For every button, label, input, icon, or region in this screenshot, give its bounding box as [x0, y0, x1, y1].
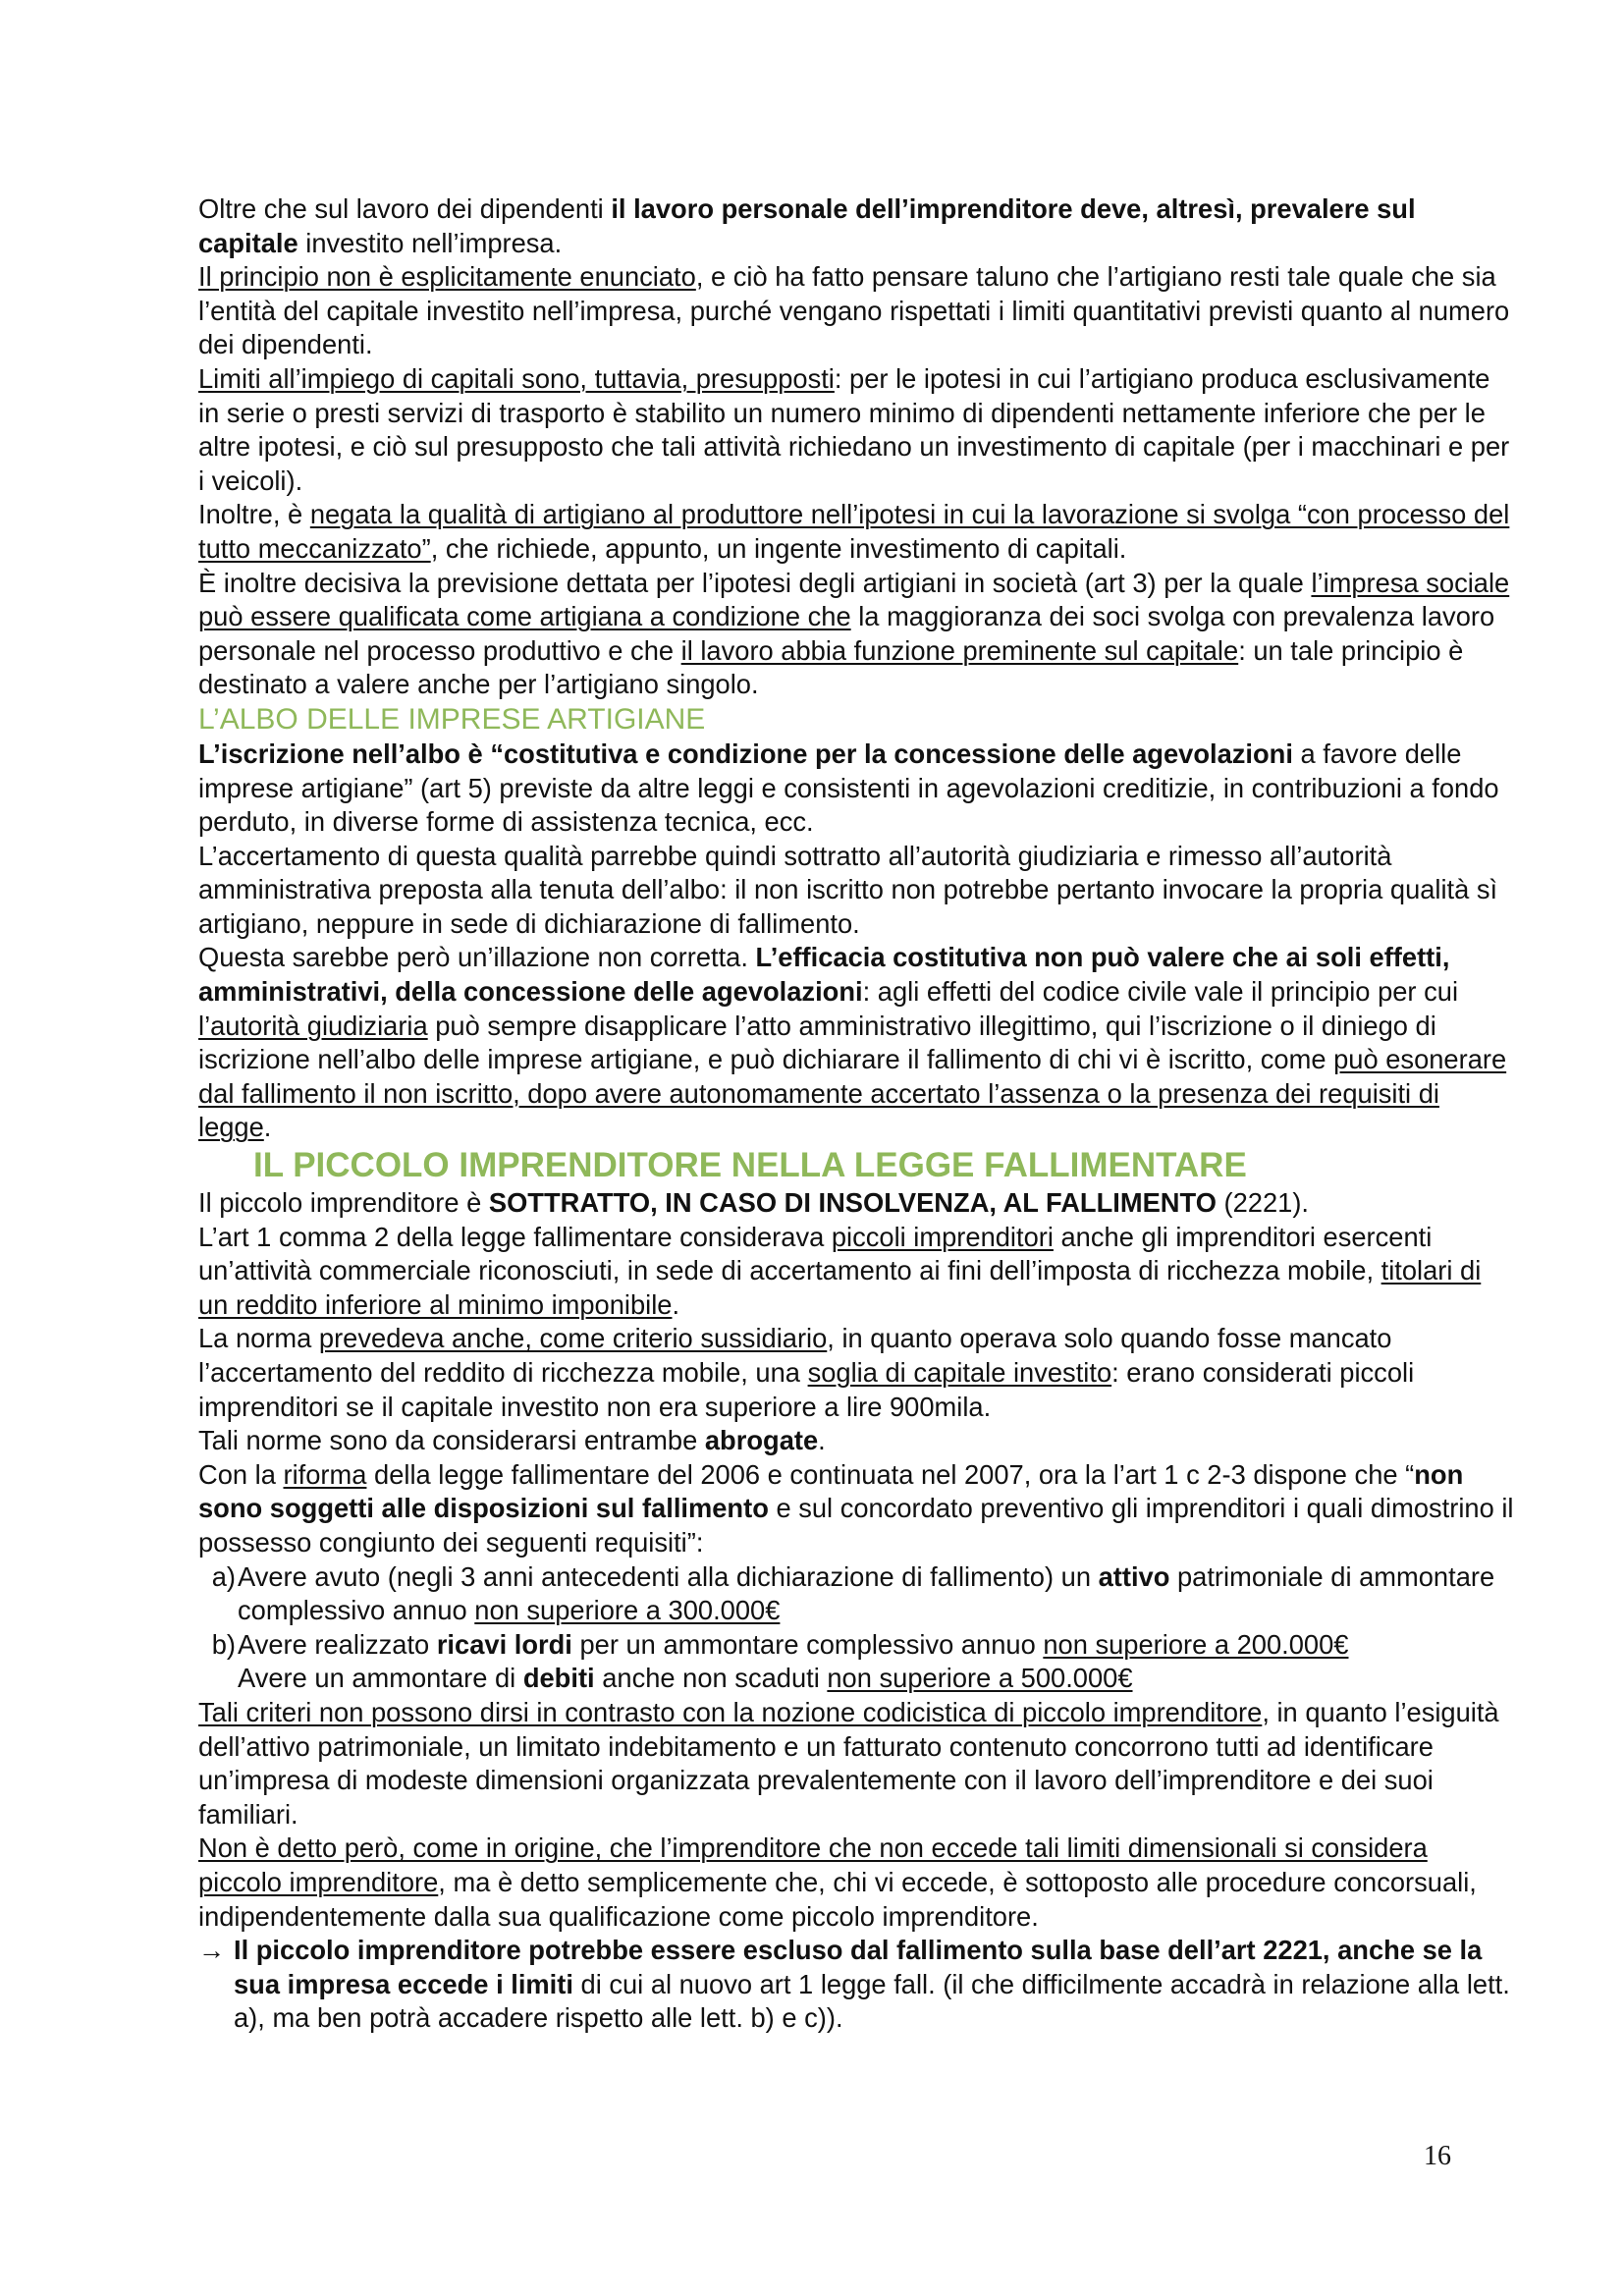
- text: Avere realizzato: [238, 1628, 437, 1660]
- text: : erano considerati piccoli imprenditori se il capitale investito non era superiore a lire 900mila.: [198, 1357, 1415, 1422]
- text: .: [818, 1425, 826, 1456]
- underlined-text: Non è detto però, come in origine, che l’imprenditore che non eccede tali limiti dimensionali si considera piccolo imprenditore: [198, 1832, 1428, 1897]
- text: : agli effetti del codice civile vale il principio per cui: [862, 976, 1459, 1008]
- underlined-text: l’autorità giudiziaria: [198, 1010, 428, 1041]
- text: patrimoniale di ammontare complessivo annuo: [238, 1560, 1495, 1626]
- section-heading-albo: L’ALBO DELLE IMPRESE ARTIGIANE: [198, 702, 706, 736]
- bold-text: non sono soggetti alle disposizioni sul fallimento: [198, 1458, 1464, 1524]
- document-page: [198, 192, 1514, 2036]
- list-item-a: [198, 1560, 1514, 1628]
- underlined-text: può esonerare dal fallimento il non iscritto, dopo avere autonomamente accertato l’assenza o la presenza dei requisiti di legge: [198, 1044, 1507, 1143]
- bold-text: il lavoro personale dell’imprenditore deve, altresì, prevalere sul capitale: [198, 193, 1416, 258]
- text: anche non scaduti: [594, 1663, 828, 1694]
- text: Oltre che sul lavoro dei dipendenti: [198, 193, 612, 224]
- text: (2221).: [1216, 1187, 1310, 1219]
- text: .: [263, 1112, 272, 1143]
- underlined-text: prevedeva anche, come criterio sussidiario: [318, 1323, 828, 1354]
- text: , che richiede, appunto, un ingente investimento di capitali.: [430, 532, 1127, 564]
- text: Il piccolo imprenditore è: [198, 1187, 489, 1219]
- bold-text: L’iscrizione nell’albo è “costitutiva e condizione per la concessione delle agevolazioni: [198, 738, 1293, 769]
- paragraph-9: [198, 1186, 1514, 1221]
- underlined-text: non superiore a 200.000€: [1043, 1628, 1349, 1660]
- text: Con la: [198, 1458, 284, 1490]
- text: può sempre disapplicare l’atto amministrativo illegittimo, qui l’iscrizione o il diniego di iscrizione nell’albo delle imprese artigiane, e può dichiarare il fallimento di chi vi è iscritto, come: [198, 1010, 1436, 1075]
- underlined-text: titolari di un reddito inferiore al minimo imponibile: [198, 1255, 1482, 1320]
- bold-text: attivo: [1098, 1560, 1170, 1592]
- bold-text: abrogate: [704, 1425, 819, 1456]
- text: Questa sarebbe però un’illazione non corretta.: [198, 942, 756, 973]
- paragraph-7: [198, 840, 1514, 942]
- underlined-text: non superiore a 300.000€: [474, 1595, 781, 1626]
- text: La norma: [198, 1323, 319, 1354]
- paragraph-2: [198, 260, 1514, 362]
- text: , in quanto operava solo quando fosse mancato l’accertamento del reddito di ricchezza mobile, una: [198, 1323, 1392, 1388]
- underlined-text: Limiti all’impiego di capitali sono, tuttavia, presupposti: [198, 362, 835, 394]
- paragraph-5: [198, 567, 1514, 702]
- list-item-b: [198, 1628, 1514, 1663]
- underlined-text: non superiore a 500.000€: [827, 1663, 1133, 1694]
- text: Inoltre, è: [198, 499, 310, 530]
- text: per un ammontare complessivo annuo: [571, 1628, 1044, 1660]
- text: , e ciò ha fatto pensare taluno che l’artigiano resti tale quale che sia l’entità del capitale investito nell’impresa, purché vengano rispettati i limiti quantitativi previsti quanto al numero dei dipendenti.: [198, 261, 1510, 360]
- paragraph-12: [198, 1424, 1514, 1458]
- text: a favore delle imprese artigiane” (art 5) previste da altre leggi e consistenti in agevolazioni creditizie, in contribuzioni a fondo perduto, in diverse forme di assistenza tecnica, ecc.: [198, 738, 1499, 838]
- text: anche gli imprenditori esercenti un’attività commerciale riconosciuti, in sede di accertamento ai fini dell’imposta di ricchezza mobile,: [198, 1221, 1433, 1286]
- paragraph-10: [198, 1221, 1514, 1323]
- paragraph-4: [198, 498, 1514, 566]
- underlined-text: il lavoro abbia funzione preminente sul capitale: [680, 634, 1239, 666]
- bold-text: ricavi lordi: [436, 1628, 572, 1660]
- section-heading-piccolo-imprenditore: IL PICCOLO IMPRENDITORE NELLA LEGGE FALLIMENTARE: [253, 1146, 1247, 1185]
- text: : per le ipotesi in cui l’artigiano produca esclusivamente in serie o presti servizi di trasporto è stabilito un numero minimo di dipendenti nettamente inferiore che per le altre ipotesi, e ciò sul presupposto che tali attività richiedano un investimento di capitale (per i macchinari e per i veicoli).: [198, 362, 1510, 496]
- bold-text: debiti: [522, 1663, 595, 1694]
- text: : un tale principio è destinato a valere anche per l’artigiano singolo.: [198, 634, 1464, 700]
- paragraph-8: [198, 941, 1514, 1145]
- text: È inoltre decisiva la previsione dettata per l’ipotesi degli artigiani in società (art 3) per la quale: [198, 567, 1312, 598]
- list-item-text: [238, 1628, 1514, 1663]
- underlined-text: Tali criteri non possono dirsi in contrasto con la nozione codicistica di piccolo imprenditore: [198, 1696, 1263, 1727]
- paragraph-3: [198, 362, 1514, 498]
- text: , ma è detto semplicemente che, chi vi eccede, è sottoposto alle procedure concorsuali, indipendentemente dalla sua qualificazione come piccolo imprenditore.: [198, 1866, 1477, 1932]
- bold-text: SOTTRATTO, IN CASO DI INSOLVENZA, AL FALLIMENTO: [488, 1187, 1217, 1219]
- bold-text: L’efficacia costitutiva non può valere che ai soli effetti, amministrativi, della concessione delle agevolazioni: [198, 942, 1450, 1008]
- text: Avere un ammontare di: [238, 1663, 523, 1694]
- text: della legge fallimentare del 2006 e continuata nel 2007, ora la l’art 1 c 2-3 dispone che “: [366, 1458, 1415, 1490]
- underlined-text: negata la qualità di artigiano al produttore nell’ipotesi in cui la lavorazione si svolga “con processo del tutto meccanizzato”: [198, 499, 1510, 564]
- underlined-text: riforma: [283, 1458, 367, 1490]
- list-item-text: [238, 1560, 1514, 1628]
- arrow-note-text: [234, 1934, 1514, 2036]
- text: L’accertamento di questa qualità parrebbe quindi sottratto all’autorità giudiziaria e rimesso all’autorità amministrativa preposta alla tenuta dell’albo: il non iscritto non potrebbe pertanto invocare la propria qualità sì artigiano, neppure in sede di dichiarazione di fallimento.: [198, 840, 1498, 939]
- paragraph-6: [198, 738, 1514, 840]
- list-item-c: [198, 1662, 1514, 1696]
- paragraph-13: [198, 1458, 1514, 1560]
- text: investito nell’impresa.: [298, 227, 563, 258]
- arrow-right-icon: →: [198, 1935, 226, 1966]
- underlined-text: soglia di capitale investito: [807, 1357, 1112, 1388]
- underlined-text: Il principio non è esplicitamente enunciato: [198, 261, 696, 293]
- list-marker: b): [211, 1628, 236, 1660]
- text: .: [672, 1288, 680, 1320]
- text: L’art 1 comma 2 della legge fallimentare considerava: [198, 1221, 832, 1252]
- paragraph-1: [198, 192, 1514, 260]
- list-marker: a): [211, 1560, 236, 1592]
- text: Tali norme sono da considerarsi entrambe: [198, 1425, 705, 1456]
- text: e sul concordato preventivo gli imprenditori i quali dimostrino il possesso congiunto dei seguenti requisiti”:: [198, 1493, 1514, 1558]
- text: di cui al nuovo art 1 legge fall. (il che difficilmente accadrà in relazione alla lett. a), ma ben potrà accadere rispetto alle lett. b) e c)).: [234, 1968, 1510, 2034]
- underlined-text: piccoli imprenditori: [831, 1221, 1054, 1252]
- page-number: 16: [1424, 2141, 1451, 2171]
- bold-text: Il piccolo imprenditore potrebbe essere escluso dal fallimento sulla base dell’art 2221, anche se la sua impresa eccede i limiti: [234, 1935, 1483, 1999]
- underlined-text: l’impresa sociale può essere qualificata come artigiana a condizione che: [198, 567, 1510, 632]
- text: Avere avuto (negli 3 anni antecedenti alla dichiarazione di fallimento) un: [238, 1560, 1099, 1592]
- paragraph-15: [198, 1831, 1514, 1934]
- arrow-note: [198, 1934, 1514, 2036]
- text: , in quanto l’esiguità dell’attivo patrimoniale, un limitato indebitamento e un fatturato contenuto concorrono tutti ad identificare un’impresa di modeste dimensioni organizzata prevalentemente con il lavoro dell’imprenditore e dei suoi familiari.: [198, 1696, 1499, 1830]
- text: la maggioranza dei soci svolga con prevalenza lavoro personale nel processo produttivo e che: [198, 601, 1495, 666]
- paragraph-14: [198, 1696, 1514, 1831]
- paragraph-11: [198, 1322, 1514, 1424]
